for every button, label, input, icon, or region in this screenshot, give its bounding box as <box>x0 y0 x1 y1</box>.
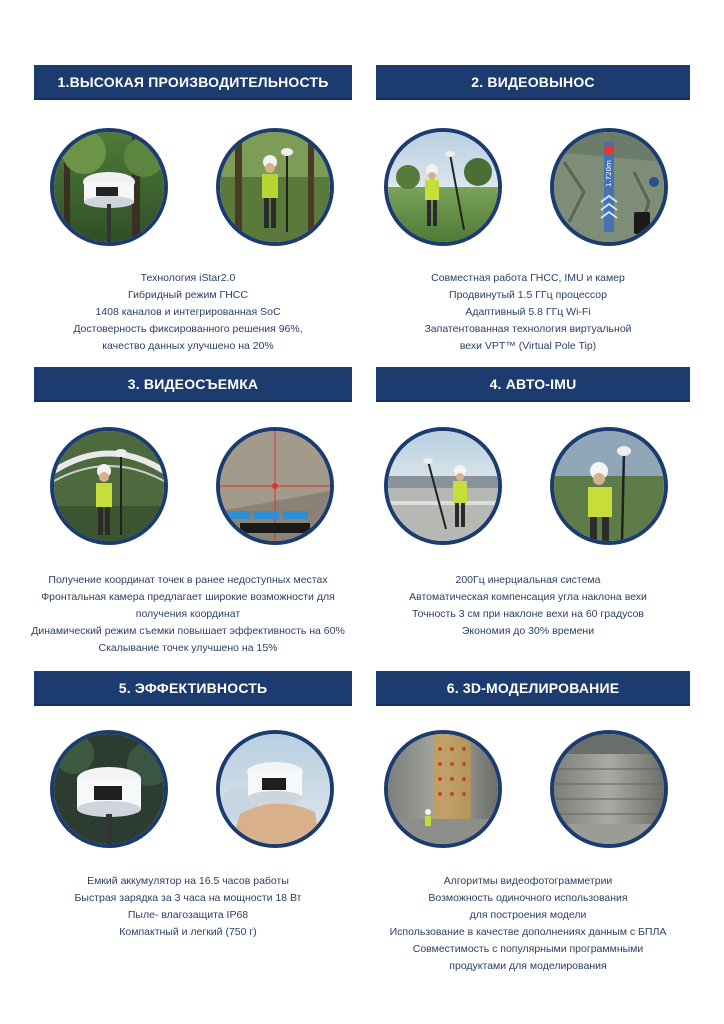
desc-line: Динамический режим съемки повышает эффективность на 60% <box>31 625 345 637</box>
desc-line: Продвинутый 1.5 ГГц процессор <box>449 289 607 301</box>
desc-line: получения координат <box>135 608 241 620</box>
receiver-in-hand-photo <box>216 730 334 848</box>
desc-line: Компактный и легкий (750 г) <box>119 926 257 938</box>
receiver-closeup-photo <box>50 730 168 848</box>
desc-line: Скалывание точек улучшено на 15% <box>98 642 278 654</box>
survey-app-screen-photo <box>216 427 334 545</box>
desc-line: Технология iStar2.0 <box>140 272 236 284</box>
surveyor-on-embankment-photo <box>384 427 502 545</box>
desc-line: 1408 каналов и интегрированная SoC <box>95 306 281 318</box>
desc-line: Фронтальная камера предлагает широкие возможности для <box>41 591 335 603</box>
receiver-in-forest-photo <box>50 128 168 246</box>
section-title: 4. АВТО-IMU <box>376 367 690 402</box>
wall-scan-photo <box>384 730 502 848</box>
section-description <box>360 873 696 975</box>
desc-line: Использование в качестве дополнениях данным с БПЛА <box>389 926 667 938</box>
camera-stakeout-screen-photo <box>550 128 668 246</box>
section-description <box>360 270 696 355</box>
surveyor-near-bridge-photo <box>50 427 168 545</box>
desc-line: Экономия до 30% времени <box>461 625 595 637</box>
desc-line: Емкий аккумулятор на 16.5 часов работы <box>87 875 289 887</box>
desc-line: Автоматическая компенсация угла наклона вехи <box>409 591 647 603</box>
section-title: 6. 3D-МОДЕЛИРОВАНИЕ <box>376 671 690 706</box>
section-description <box>20 572 356 657</box>
surveyor-in-park-photo <box>384 128 502 246</box>
desc-line: качество данных улучшено на 20% <box>102 340 274 352</box>
section-description <box>20 270 356 355</box>
desc-line: Пыле- влагозащита IP68 <box>127 909 249 921</box>
section-title: 5. ЭФФЕКТИВНОСТЬ <box>34 671 352 706</box>
surveyor-in-forest-photo <box>216 128 334 246</box>
surveyor-by-river-photo <box>550 427 668 545</box>
section-title: 2. ВИДЕОВЫНОС <box>376 65 690 100</box>
desc-line: Достоверность фиксированного решения 96%, <box>73 323 303 335</box>
desc-line: Запатентованная технология виртуальной <box>424 323 632 335</box>
desc-line: для построения модели <box>469 909 587 921</box>
distance-overlay-label: 1.720m <box>605 160 613 187</box>
desc-line: Совместная работа ГНСС, IMU и камер <box>431 272 625 284</box>
desc-line: продуктами для моделирования <box>449 960 607 972</box>
desc-line: 200Гц инерциальная система <box>455 574 601 586</box>
section-description <box>20 873 356 941</box>
section-description <box>360 572 696 640</box>
desc-line: Получение координат точек в ранее недоступных местах <box>48 574 328 586</box>
desc-line: вехи VPT™ (Virtual Pole Tip) <box>459 340 597 352</box>
section-title: 1.ВЫСОКАЯ ПРОИЗВОДИТЕЛЬНОСТЬ <box>34 65 352 100</box>
desc-line: Алгоритмы видеофотограмметрии <box>443 875 613 887</box>
desc-line: Адаптивный 5.8 ГГц Wi-Fi <box>465 306 591 318</box>
desc-line: Возможность одиночного использования <box>428 892 628 904</box>
desc-line: Быстрая зарядка за 3 часа на мощности 18 Вт <box>74 892 302 904</box>
desc-line: Совместимость с популярными программными <box>412 943 644 955</box>
desc-line: Точность 3 см при наклоне вехи на 60 градусов <box>411 608 644 620</box>
section-title: 3. ВИДЕОСЪЕМКА <box>34 367 352 402</box>
3d-model-photo <box>550 730 668 848</box>
desc-line: Гибридный режим ГНСС <box>128 289 248 301</box>
